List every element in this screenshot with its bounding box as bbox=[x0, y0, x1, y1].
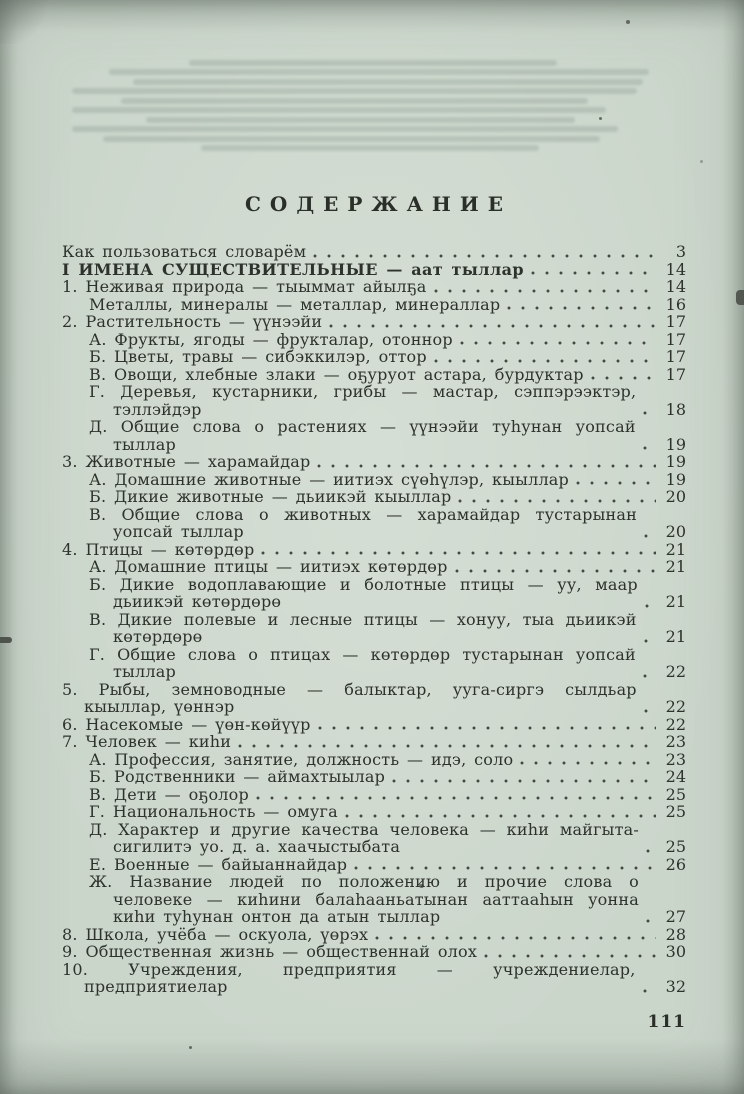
entry-text: 5. Рыбы, земноводные — балыктар, ууга-сиргэ сылдьар кыыллар, үөннэр bbox=[62, 679, 637, 716]
entry-page: 17 bbox=[665, 329, 686, 349]
dot-leader bbox=[531, 271, 656, 275]
dot-leader bbox=[458, 499, 656, 503]
dot-leader bbox=[643, 411, 656, 415]
entry-text: В. Овощи, хлебные злаки — оҕуруот астара, бурдуктар bbox=[89, 364, 584, 384]
page-content bbox=[62, 192, 686, 1032]
entry-text: 7. Человек — киһи bbox=[62, 732, 232, 751]
dot-leader bbox=[318, 726, 656, 730]
entry-text: Д. Характер и другие качества человека — киһи майгыта-сигилитэ уо. д. а. хаачыстыбата bbox=[89, 819, 639, 856]
entry-page: 21 bbox=[665, 557, 686, 576]
toc-entry bbox=[62, 348, 686, 366]
toc-entry bbox=[62, 331, 686, 349]
ink-speck bbox=[0, 637, 12, 643]
dot-leader bbox=[591, 376, 656, 380]
toc-entry bbox=[62, 786, 686, 804]
entry-page: 22 bbox=[665, 662, 686, 681]
entry-page: 19 bbox=[665, 452, 686, 471]
entry-text: 3. Животные — харамайдар bbox=[62, 452, 311, 471]
entry-page: 17 bbox=[665, 312, 686, 331]
dot-leader bbox=[329, 324, 656, 328]
toc-entry bbox=[62, 558, 686, 576]
dot-leader bbox=[644, 534, 656, 538]
entry-text: Ж. Название людей по положению и прочие слова о человеке — киһини балаһааньатынан ааттааһын уонна киһи туһунан онтон да атын тыллар bbox=[89, 872, 639, 926]
entry-page: 22 bbox=[665, 714, 686, 734]
toc-list bbox=[62, 243, 686, 996]
toc-entry bbox=[62, 943, 686, 961]
entry-page: 17 bbox=[665, 347, 686, 366]
entry-text: Г. Общие слова о птицах — көтөрдөр тустарынан уопсай тыллар bbox=[89, 644, 636, 681]
entry-text: В. Общие слова о животных — харамайдар тустарынан уопсай тыллар bbox=[89, 504, 637, 541]
entry-text: Б. Цветы, травы — сибэккилэр, оттор bbox=[89, 347, 427, 366]
entry-page: 28 bbox=[665, 924, 686, 944]
ink-speck bbox=[700, 160, 703, 163]
page-number: 111 bbox=[647, 1011, 686, 1032]
entry-page: 25 bbox=[665, 802, 686, 821]
dot-leader bbox=[345, 814, 656, 818]
toc-entry bbox=[62, 733, 686, 751]
entry-text: 9. Общественная жизнь — общественнай олох bbox=[62, 942, 478, 961]
toc-entry bbox=[62, 611, 686, 646]
dot-leader bbox=[643, 446, 656, 450]
toc-entry bbox=[62, 716, 686, 734]
entry-page: 24 bbox=[665, 767, 686, 786]
toc-entry bbox=[62, 383, 686, 418]
toc-entry bbox=[62, 366, 686, 384]
dot-leader bbox=[392, 779, 656, 783]
dot-leader bbox=[238, 744, 656, 748]
toc-entry bbox=[62, 576, 686, 611]
entry-text: Б. Родственники — аймахтыылар bbox=[89, 767, 386, 786]
toc-entry bbox=[62, 506, 686, 541]
dot-leader bbox=[317, 464, 656, 468]
entry-page: 23 bbox=[665, 732, 686, 751]
dot-leader bbox=[313, 254, 656, 258]
toc-entry bbox=[62, 261, 686, 279]
ink-speck bbox=[599, 117, 602, 120]
toc-entry bbox=[62, 926, 686, 944]
entry-page: 20 bbox=[665, 522, 686, 541]
entry-text: Б. Дикие животные — дьиикэй кыыллар bbox=[89, 487, 452, 506]
entry-page: 26 bbox=[665, 854, 686, 874]
ink-speck bbox=[189, 1046, 192, 1049]
entry-page: 3 bbox=[675, 242, 686, 261]
entry-text: В. Дети — оҕолор bbox=[89, 784, 249, 804]
entry-text: Как пользоваться словарём bbox=[62, 242, 307, 261]
dot-leader bbox=[507, 306, 656, 310]
entry-text: 2. Растительность — үүнээйи bbox=[62, 312, 323, 331]
entry-page: 25 bbox=[665, 837, 686, 856]
entry-text: 10. Учреждения, предприятия — учреждениелар, предприятиелар bbox=[62, 959, 636, 996]
bleedthrough-text bbox=[72, 56, 686, 194]
toc-entry bbox=[62, 541, 686, 559]
entry-text: Г. Деревья, кустарники, грибы — мастар, сэппэрээктэр, тэллэйдэр bbox=[89, 382, 637, 419]
entry-text: 4. Птицы — көтөрдөр bbox=[62, 539, 255, 559]
dot-leader bbox=[434, 359, 656, 363]
dot-leader bbox=[643, 989, 656, 993]
entry-text: 6. Насекомые — үөн-көйүүр bbox=[62, 714, 311, 734]
entry-text: I ИМЕНА СУЩЕСТВИТЕЛЬНЫЕ — аат тыллар bbox=[62, 259, 525, 279]
entry-page: 21 bbox=[665, 539, 686, 559]
dot-leader bbox=[261, 551, 656, 555]
toc-entry bbox=[62, 768, 686, 786]
dot-leader bbox=[644, 709, 656, 713]
dot-leader bbox=[646, 919, 656, 923]
toc-entry bbox=[62, 243, 686, 261]
entry-text: В. Дикие полевые и лесные птицы — хонуу, тыа дьиикэй көтөрдөрө bbox=[89, 609, 637, 646]
entry-text: Д. Общие слова о растениях — үүнээйи туһунан уопсай тыллар bbox=[89, 417, 636, 454]
toc-entry bbox=[62, 296, 686, 314]
entry-page: 30 bbox=[665, 942, 686, 961]
entry-page: 20 bbox=[665, 487, 686, 506]
entry-page: 14 bbox=[665, 259, 686, 279]
toc-entry bbox=[62, 751, 686, 769]
dot-leader bbox=[644, 639, 656, 643]
entry-text: Металлы, минералы — металлар, минераллар bbox=[89, 294, 501, 314]
toc-entry bbox=[62, 961, 686, 996]
entry-text: А. Профессия, занятие, должность — идэ, соло bbox=[89, 749, 514, 769]
dot-leader bbox=[375, 936, 656, 940]
entry-page: 16 bbox=[665, 294, 686, 314]
dot-leader bbox=[645, 604, 656, 608]
toc-entry bbox=[62, 646, 686, 681]
dot-leader bbox=[455, 569, 656, 573]
entry-text: Е. Военные — байыаннайдар bbox=[89, 854, 348, 874]
dot-leader bbox=[256, 796, 656, 800]
entry-page: 18 bbox=[665, 399, 686, 419]
dot-leader bbox=[354, 866, 656, 870]
dot-leader bbox=[643, 674, 656, 678]
entry-page: 23 bbox=[665, 749, 686, 769]
dot-leader bbox=[646, 849, 656, 853]
toc-entry bbox=[62, 471, 686, 489]
dot-leader bbox=[434, 289, 656, 293]
toc-entry bbox=[62, 681, 686, 716]
entry-page: 27 bbox=[665, 907, 686, 926]
dot-leader bbox=[520, 761, 656, 765]
entry-text: А. Домашние птицы — иитиэх көтөрдөр bbox=[89, 557, 448, 576]
entry-page: 19 bbox=[665, 469, 686, 489]
toc-entry bbox=[62, 278, 686, 296]
toc-entry bbox=[62, 856, 686, 874]
dot-leader bbox=[484, 954, 656, 958]
entry-page: 32 bbox=[665, 977, 686, 996]
entry-page: 17 bbox=[665, 364, 686, 384]
entry-text: Г. Национальность — омуга bbox=[89, 802, 338, 821]
dot-leader bbox=[460, 341, 656, 345]
ink-speck bbox=[626, 20, 630, 24]
toc-entry bbox=[62, 803, 686, 821]
entry-page: 19 bbox=[665, 434, 686, 454]
entry-page: 21 bbox=[665, 627, 686, 646]
entry-page: 14 bbox=[665, 277, 686, 296]
toc-entry bbox=[62, 821, 686, 856]
entry-page: 25 bbox=[665, 784, 686, 804]
page-title: СОДЕРЖАНИЕ bbox=[245, 192, 512, 216]
toc-entry bbox=[62, 418, 686, 453]
entry-text: 8. Школа, учёба — оскуола, үөрэх bbox=[62, 924, 369, 944]
toc-entry bbox=[62, 488, 686, 506]
entry-text: А. Фрукты, ягоды — фрукталар, отоннор bbox=[89, 329, 453, 349]
entry-text: 1. Неживая природа — тыыммат айылҕа bbox=[62, 277, 427, 296]
entry-page: 22 bbox=[665, 697, 686, 716]
toc-entry bbox=[62, 873, 686, 926]
page-corner-shadow bbox=[0, 0, 52, 44]
ink-speck bbox=[736, 290, 744, 305]
entry-text: Б. Дикие водоплавающие и болотные птицы — уу, маар дьиикэй көтөрдөрө bbox=[89, 574, 638, 611]
toc-entry bbox=[62, 453, 686, 471]
dot-leader bbox=[576, 481, 656, 485]
toc-entry bbox=[62, 313, 686, 331]
entry-page: 21 bbox=[665, 592, 686, 611]
entry-text: А. Домашние животные — иитиэх сүөһүлэр, кыыллар bbox=[89, 469, 569, 489]
